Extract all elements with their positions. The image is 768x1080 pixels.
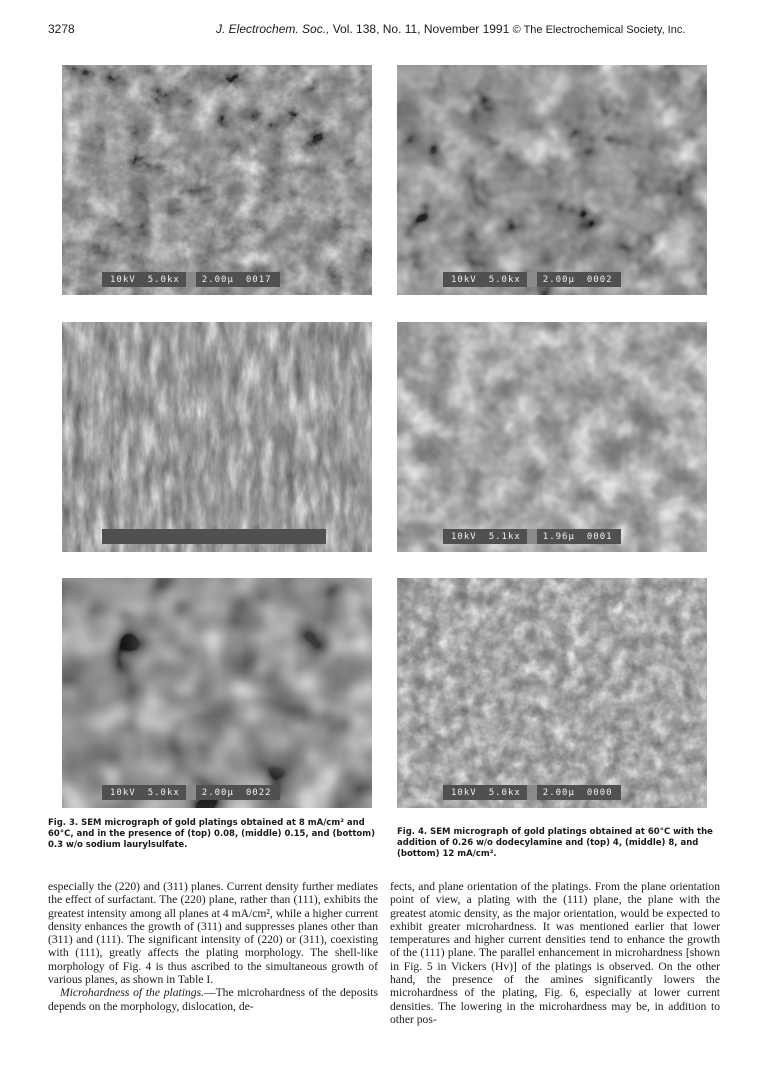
fig3-bottom-bar	[186, 785, 196, 800]
fig3-micrograph-middle	[62, 322, 372, 552]
fig4-micrograph-top	[397, 65, 707, 295]
fig4-top-voltage: 10kV	[451, 274, 477, 285]
fig4-top-bar	[527, 272, 537, 287]
fig4-micrograph-middle	[397, 322, 707, 552]
fig3-micrograph-top	[62, 65, 372, 295]
fig3-bottom-scalebar	[102, 785, 280, 800]
fig4-bottom-voltage: 10kV	[451, 787, 477, 798]
right-paragraph-1: fects, and plane orientation of the platings. From the plane orientation point of view, a plating with the (111) plane, the plane with the greatest atomic density, as the major orientation, would be expected to exhibit greater microhardness. It was mentioned earlier that lower temperatures and higher current densities tend to enhance the growth of the (111) plane. The parallel enhancement in microhardness [shown in Fig. 5 in Vickers (Hv)] of the platings is observed. On the other hand, the presence of the amines significantly lowers the microhardness of the plating, Fig. 6, especially at lower current densities. The lowering in the microhardness may be, in addition to other pos-	[390, 880, 720, 1026]
fig4-middle-scalebar	[443, 529, 621, 544]
fig3-bottom-length: 2.00μ	[201, 787, 234, 798]
fig4-middle-voltage: 10kV	[451, 531, 477, 542]
fig3-top-voltage: 10kV	[110, 274, 136, 285]
fig4-bottom-length: 2.00μ	[542, 787, 575, 798]
body-column-right	[390, 880, 720, 1026]
fig4-top-scalebar	[443, 272, 621, 287]
fig3-top-bar	[186, 272, 196, 287]
running-header	[48, 22, 720, 40]
fig3-top-id: 0017	[245, 274, 272, 285]
fig3-micrograph-bottom	[62, 578, 372, 808]
fig4-bottom-mag: 5.0kx	[488, 787, 521, 798]
fig4-top-mag: 5.0kx	[488, 274, 521, 285]
fig4-top-length: 2.00μ	[542, 274, 575, 285]
fig4-middle-bar	[527, 529, 537, 544]
fig4-caption: Fig. 4. SEM micrograph of gold platings obtained at 60°C with the addition of 0.26 w/o dodecylamine and (top) 4, (middle) 8, and (bottom) 12 mA/cm².	[397, 827, 713, 859]
journal-issue: Vol. 138, No. 11, November 1991	[329, 22, 513, 36]
fig3-top-length: 2.00μ	[201, 274, 234, 285]
left-paragraph-2-text: —The microhardness of the deposits depends on the morphology, dislocation, de-	[48, 986, 378, 1013]
fig4-bottom-id: 0000	[586, 787, 613, 798]
section-runin-heading: Microhardness of the platings.	[60, 986, 204, 1000]
journal-name: J. Electrochem. Soc.,	[216, 22, 330, 36]
left-paragraph-2	[48, 986, 378, 1013]
left-paragraph-1: especially the (220) and (311) planes. Current density further mediates the effect of surfactant. The (220) plane, rather than (111), exhibits the greatest intensity among all planes at 4 mA/cm², while a higher current density enhances the growth of (311) and suppresses planes other than (311) and (111). The significant intensity of (220) or (311), coexisting with (111), greatly affects the plating morphology. The shell-like morphology of Fig. 4 is thus ascribed to the simultaneous growth of various planes, as shown in Table I.	[48, 880, 378, 987]
fig4-micrograph-bottom	[397, 578, 707, 808]
fig4-middle-id: 0001	[586, 531, 613, 542]
fig3-middle-scalebar	[102, 529, 326, 544]
fig3-top-mag: 5.0kx	[147, 274, 180, 285]
body-column-left	[48, 880, 378, 1013]
fig3-bottom-mag: 5.0kx	[147, 787, 180, 798]
fig4-bottom-scalebar	[443, 785, 621, 800]
fig3-bottom-voltage: 10kV	[110, 787, 136, 798]
page-number: 3278	[48, 22, 75, 36]
fig4-top-id: 0002	[586, 274, 613, 285]
fig3-bottom-id: 0022	[245, 787, 272, 798]
fig4-bottom-bar	[527, 785, 537, 800]
fig3-top-scalebar	[102, 272, 280, 287]
fig3-caption: Fig. 3. SEM micrograph of gold platings obtained at 8 mA/cm² and 60°C, and in the presence of (top) 0.08, (middle) 0.15, and (bottom) 0.3 w/o sodium laurylsulfate.	[48, 818, 376, 850]
running-head	[216, 22, 685, 36]
fig4-middle-mag: 5.1kx	[488, 531, 521, 542]
fig4-middle-length: 1.96μ	[542, 531, 575, 542]
publisher: © The Electrochemical Society, Inc.	[512, 24, 686, 36]
